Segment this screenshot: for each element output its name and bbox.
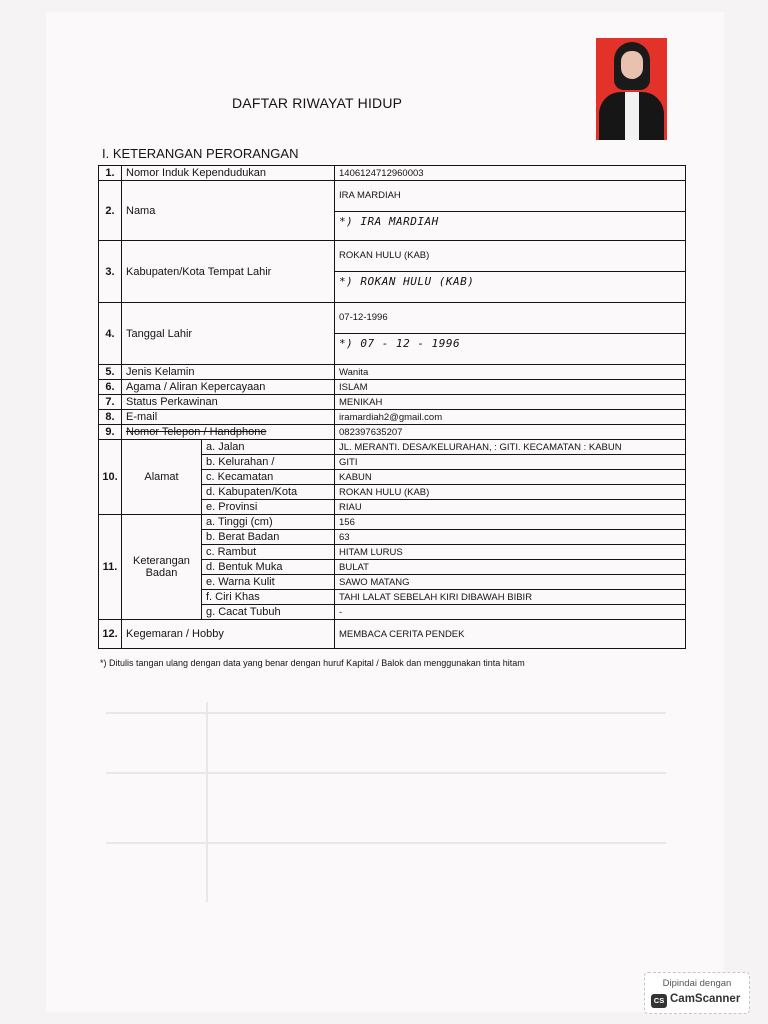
sub-label: f. Ciri Khas — [202, 590, 335, 605]
row-label: Badan — [145, 567, 178, 579]
row-number: 10. — [99, 440, 122, 515]
row-label: Status Perkawinan — [122, 395, 335, 410]
table-row — [99, 440, 686, 455]
table-row — [99, 620, 686, 649]
sub-value: JL. MERANTI. DESA/KELURAHAN, : GITI. KECAMATAN : KABUN — [335, 440, 686, 455]
row-number: 12. — [99, 620, 122, 649]
sub-label: d. Bentuk Muka — [202, 560, 335, 575]
camscanner-logo-icon: CS — [651, 994, 667, 1008]
row-number: 4. — [99, 303, 122, 365]
row-number: 1. — [99, 166, 122, 181]
row-number: 5. — [99, 365, 122, 380]
row-label: Nomor Induk Kependudukan — [122, 166, 335, 181]
badge-brand: CamScanner — [670, 993, 741, 1005]
row-label-group — [122, 515, 202, 620]
row-value-split — [335, 303, 686, 365]
row-value: ROKAN HULU (KAB) — [335, 241, 685, 272]
row-number: 11. — [99, 515, 122, 620]
bleed-through-line — [106, 712, 666, 714]
row-label: Tanggal Lahir — [122, 303, 335, 365]
row-label: Jenis Kelamin — [122, 365, 335, 380]
table-row — [99, 410, 686, 425]
table-row — [99, 365, 686, 380]
row-value: Wanita — [335, 365, 686, 380]
camscanner-badge — [644, 972, 750, 1014]
row-number: 3. — [99, 241, 122, 303]
row-value: 07-12-1996 — [335, 303, 685, 334]
table-row — [99, 380, 686, 395]
sub-value: SAWO MATANG — [335, 575, 686, 590]
row-value: 1406124712960003 — [335, 166, 686, 181]
document-title: DAFTAR RIWAYAT HIDUP — [232, 95, 403, 111]
sub-label: e. Provinsi — [202, 500, 335, 515]
sub-label: g. Cacat Tubuh — [202, 605, 335, 620]
row-value: MENIKAH — [335, 395, 686, 410]
sub-label: c. Rambut — [202, 545, 335, 560]
badge-caption: Dipindai dengan — [662, 978, 732, 989]
sub-value: HITAM LURUS — [335, 545, 686, 560]
sub-value: RIAU — [335, 500, 686, 515]
row-value: 082397635207 — [335, 425, 686, 440]
row-label: Kabupaten/Kota Tempat Lahir — [122, 241, 335, 303]
profile-photo — [596, 38, 667, 140]
row-label: Alamat — [122, 440, 202, 515]
handwritten-value: *) 07 - 12 - 1996 — [339, 337, 461, 350]
handwritten-value: *) ROKAN HULU (KAB) — [339, 275, 475, 288]
sub-label: a. Jalan — [202, 440, 335, 455]
table-row — [99, 395, 686, 410]
footnote: *) Ditulis tangan ulang dengan data yang benar dengan huruf Kapital / Balok dan menggunakan tinta hitam — [100, 658, 525, 668]
sub-label: b. Kelurahan / — [202, 455, 335, 470]
sub-value: 63 — [335, 530, 686, 545]
bleed-through-line — [206, 702, 208, 902]
row-number: 6. — [99, 380, 122, 395]
row-label: Keterangan — [133, 555, 190, 567]
row-value-split — [335, 241, 686, 303]
sub-value: TAHI LALAT SEBELAH KIRI DIBAWAH BIBIR — [335, 590, 686, 605]
row-value-split — [335, 181, 686, 241]
row-number: 2. — [99, 181, 122, 241]
sub-label: b. Berat Badan — [202, 530, 335, 545]
sub-value: KABUN — [335, 470, 686, 485]
sub-value: BULAT — [335, 560, 686, 575]
sub-label: d. Kabupaten/Kota — [202, 485, 335, 500]
sub-label: c. Kecamatan — [202, 470, 335, 485]
row-label: E-mail — [122, 410, 335, 425]
row-number: 7. — [99, 395, 122, 410]
row-value: ISLAM — [335, 380, 686, 395]
table-row — [99, 303, 686, 365]
handwritten-value: *) IRA MARDIAH — [339, 215, 439, 228]
table-row — [99, 181, 686, 241]
bleed-through-line — [106, 772, 666, 774]
row-label: Nama — [122, 181, 335, 241]
sub-label: e. Warna Kulit — [202, 575, 335, 590]
sub-value: ROKAN HULU (KAB) — [335, 485, 686, 500]
personal-info-table — [98, 165, 686, 649]
row-label: Agama / Aliran Kepercayaan — [122, 380, 335, 395]
row-number: 8. — [99, 410, 122, 425]
table-row — [99, 425, 686, 440]
sub-value: - — [335, 605, 686, 620]
row-label: Nomor Telepon / Handphone — [122, 425, 335, 440]
table-row — [99, 241, 686, 303]
row-number: 9. — [99, 425, 122, 440]
sub-label: a. Tinggi (cm) — [202, 515, 335, 530]
sub-value: 156 — [335, 515, 686, 530]
row-label: Kegemaran / Hobby — [122, 620, 335, 649]
row-value: IRA MARDIAH — [335, 181, 685, 212]
table-row — [99, 515, 686, 530]
bleed-through-line — [106, 842, 666, 844]
table-row — [99, 166, 686, 181]
sub-value: GITI — [335, 455, 686, 470]
section-title: I. KETERANGAN PERORANGAN — [102, 146, 299, 161]
row-value: MEMBACA CERITA PENDEK — [335, 620, 686, 649]
row-value: iramardiah2@gmail.com — [335, 410, 686, 425]
